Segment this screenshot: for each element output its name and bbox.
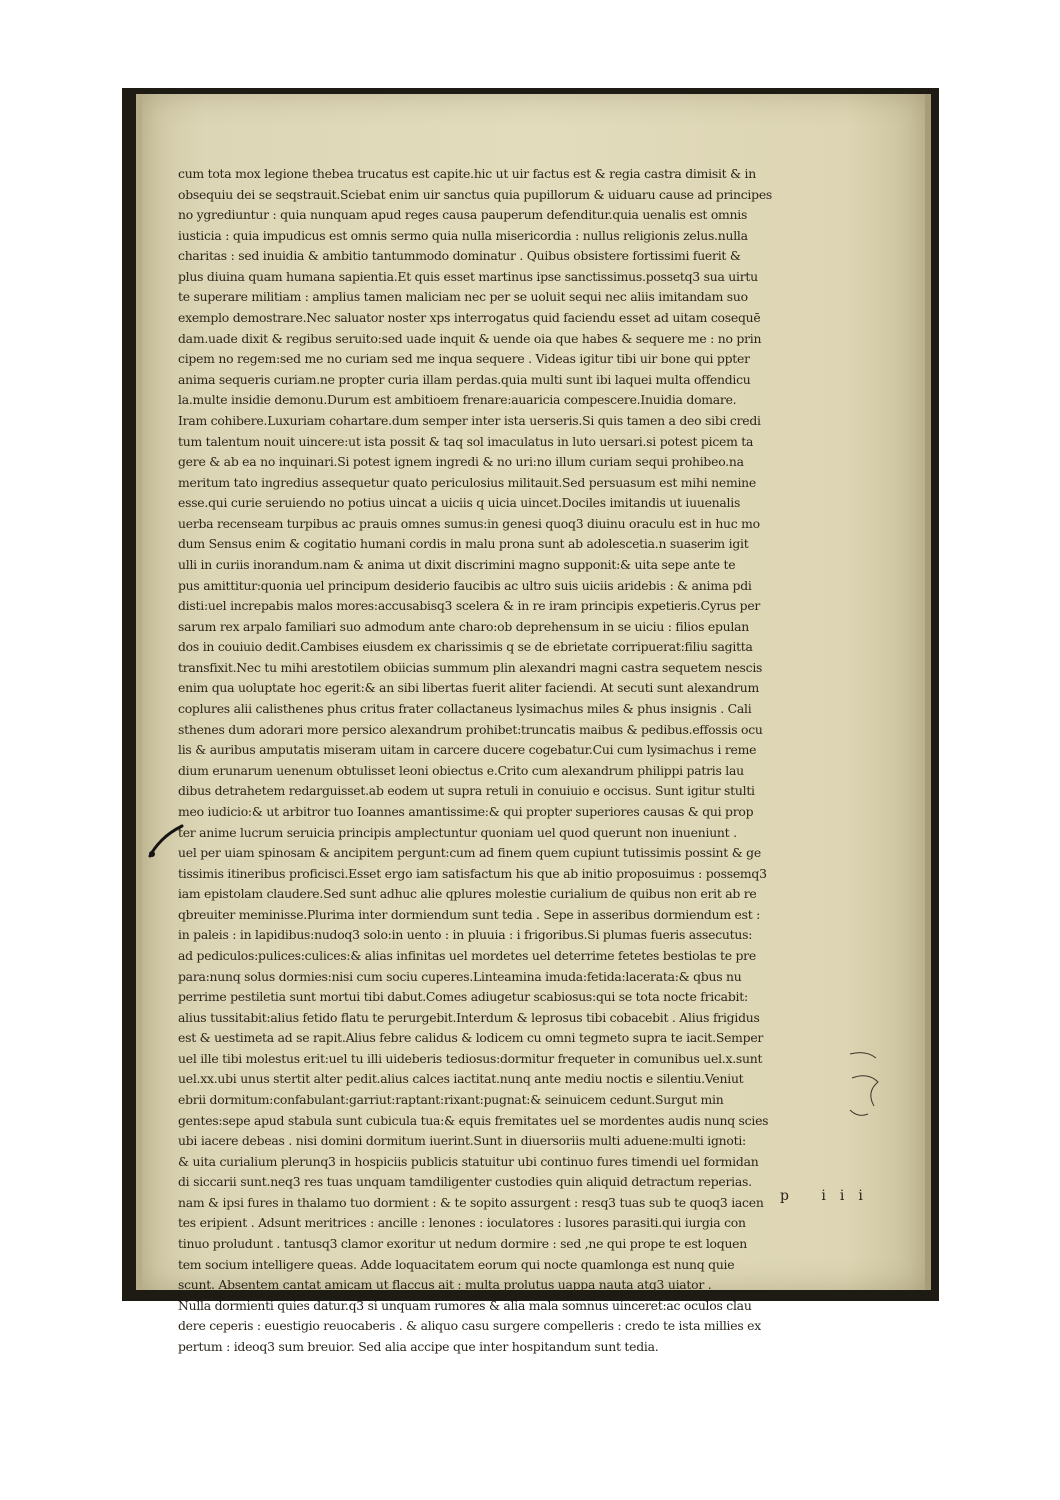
text-line: iam epistolam claudere.Sed sunt adhuc alie qplures molestie curialium de quibus non erit ab re: [178, 886, 757, 902]
text-line: enim qua uoluptate hoc egerit:& an sibi libertas fuerit aliter faciendi. At secuti sunt alexandrum: [178, 680, 759, 696]
text-line: sarum rex arpalo familiari suo admodum ante charo:ob deprehensum in se uiciu : filios epulan: [178, 618, 749, 634]
text-line: para:nunq solus dormies:nisi cum sociu cuperes.Linteamina imuda:fetida:lacerata:& qbus nu: [178, 968, 742, 984]
text-line: esse.qui curie seruiendo no potius uincat a uiciis q uicia uincet.Dociles imitandis ut iuuenalis: [178, 495, 741, 511]
text-line: perrime pestiletia sunt mortui tibi dabut.Comes adiugetur scabiosus:qui se tota nocte fricabit:: [178, 989, 748, 1005]
text-block: [178, 164, 854, 1358]
text-line: exemplo demostrare.Nec saluator noster xps interrogatus quid faciendu esset ad uitam cosequē: [178, 310, 761, 326]
text-line: tum talentum nouit uincere:ut ista possit & taq sol imaculatus in luto uersari.si potest picem ta: [178, 433, 754, 449]
text-line: lis & auribus amputatis miseram uitam in carcere ducere cogebatur.Cui cum lysimachus i reme: [178, 742, 757, 758]
text-line: iusticia : quia impudicus est omnis sermo quia nulla misericordia : nullus religionis zelus.nulla: [178, 227, 748, 243]
text-line: anima sequeris curiam.ne propter curia illam perdas.quia multi sunt ibi laquei multa offendicu: [178, 371, 751, 387]
text-line: meritum tato ingredius assequetur quato periculosius militauit.Sed persuasum est mihi nemine: [178, 474, 756, 490]
text-line: ad pediculos:pulices:culices:& alias infinitas uel mordetes uel deterrime fetetes bestiolas te pre: [178, 947, 756, 963]
text-line: plus diuina quam humana sapientia.Et quis esset martinus ipse sanctissimus.possetq3 sua uirtu: [178, 268, 758, 284]
text-line: gere & ab ea no inquinari.Si potest ignem ingredi & no uri:no illum curiam sequi prohibeo.na: [178, 454, 744, 470]
text-line: est & uestimeta ad se rapit.Alius febre calidus & lodicem cu omni tegmeto supra te iacit.Semper: [178, 1030, 764, 1046]
text-line: tem socium intelligere queas. Adde loquacitatem eorum qui nocte quamlonga est nunq quie: [178, 1256, 735, 1272]
text-line: tes eripient . Adsunt meritrices : ancille : lenones : ioculatores : lusores parasiti.qui iurgia con: [178, 1215, 746, 1231]
text-line: obsequiu dei se seqstrauit.Sciebat enim uir sanctus quia pupillorum & uiduaru cause ad principes: [178, 186, 773, 202]
text-line: la.multe insidie demonu.Durum est ambitioem frenare:auaricia compescere.Inuidia domare.: [178, 392, 737, 408]
text-line: ubi iacere debeas . nisi domini dormitum iuerint.Sunt in diuersoriis multi aduene:multi ignoti:: [178, 1133, 746, 1149]
text-line: scunt. Absentem cantat amicam ut flaccus ait : multa prolutus uappa nauta atq3 uiator .: [178, 1277, 712, 1293]
text-line: di siccarii sunt.neq3 res tuas unquam tamdiligenter custodies quin aliquid detractum reperias.: [178, 1174, 752, 1190]
text-line: uerba recenseam turpibus ac prauis omnes sumus:in genesi quoq3 diuinu oraculu est in huc mo: [178, 515, 760, 531]
text-line: uel ille tibi molestus erit:uel tu illi uideberis tediosus:dormitur frequeter in comunibus uel.x.sunt: [178, 1050, 763, 1066]
text-line: Iram cohibere.Luxuriam cohartare.dum semper inter ista uerseris.Si quis tamen a deo sibi credi: [178, 412, 761, 428]
text-line: dam.uade dixit & regibus seruito:sed uade inquit & uende oia que habes & sequere me : no prin: [178, 330, 762, 346]
text-line: cipem no regem:sed me no curiam sed me inqua sequere . Videas igitur tibi uir bone qui ppter: [178, 351, 750, 367]
text-line: pertum : ideoq3 sum breuior. Sed alia accipe que inter hospitandum sunt tedia.: [178, 1338, 659, 1354]
text-line: ter anime lucrum seruicia principis amplectuntur quoniam uel quod querunt non inueniunt .: [178, 824, 737, 840]
text-line: meo iudicio:& ut arbitror tuo Ioannes amantissime:& qui propter superiores causas & qui prop: [178, 803, 754, 819]
text-line: nam & ipsi fures in thalamo tuo dormient : & te sopito assurgent : resq3 tuas sub te quoq3 iacen: [178, 1194, 764, 1210]
text-line: sthenes dum adorari more persico alexandrum prohibet:truncatis maibus & pedibus.effossis ocu: [178, 721, 763, 737]
signature-mark: p iii: [780, 1188, 877, 1204]
text-line: dium erunarum uenenum obtulisset leoni obiectus e.Crito cum alexandrum philippi patris lau: [178, 762, 744, 778]
text-line: disti:uel increpabis malos mores:accusabisq3 scelera & in re iram principis expetieris.Cyrus per: [178, 598, 761, 614]
text-line: & uita curialium plerunq3 in hospiciis publicis statuitur ubi continuo fures timendi uel formidan: [178, 1153, 759, 1169]
text-line: dere ceperis : euestigio reuocaberis . & aliquo casu surgere compelleris : credo te ista millies ex: [178, 1318, 761, 1334]
page-edge-right: [925, 94, 931, 1290]
text-line: tissimis itineribus proficisci.Esset ergo iam satisfactum his que ab initio proposuimus : possemq3: [178, 865, 767, 881]
text-line: dos in couiuio dedit.Cambises eiusdem ex charissimis q se de ebrietate corripuerat:filiu sagitta: [178, 639, 753, 655]
text-line: te superare militiam : amplius tamen maliciam nec per se uoluit sequi nec aliis imitandam suo: [178, 289, 748, 305]
text-line: transfixit.Nec tu mihi arestotilem obiicias summum plin alexandri magni castra sequetem nescis: [178, 659, 763, 675]
text-line: gentes:sepe apud stabula sunt cubicula tua:& equis fremitates uel se mordentes audis nunq scies: [178, 1112, 769, 1128]
text-line: dibus detrahetem redarguisset.ab eodem ut supra retuli in conuiuio e occisus. Sunt igitur stulti: [178, 783, 755, 799]
text-line: charitas : sed inuidia & ambitio tantummodo dominatur . Quibus obsistere fortissimi fuerit &: [178, 248, 741, 264]
text-line: qbreuiter meminisse.Plurima inter dormiendum sunt tedia . Sepe in asseribus dormiendum est :: [178, 906, 761, 922]
text-line: coplures alii calisthenes phus critus frater collactaneus lysimachus miles & phus insignis . Cali: [178, 701, 752, 717]
text-line: uel per uiam spinosam & ancipitem pergunt:cum ad finem quem cupiunt tutissimis possint & ge: [178, 845, 761, 861]
text-line: alius tussitabit:alius fetido flatu te perurgebit.Interdum & leprosus tibi cobacebit . Alius frigidus: [178, 1009, 760, 1025]
text-line: pus amittitur:quonia uel principum desiderio faucibis ac ultro suis uiciis aridebis : & anima pdi: [178, 577, 752, 593]
text-line: ebrii dormitum:confabulant:garriut:raptant:rixant:pugnat:& seinuicem cedunt.Surgut min: [178, 1092, 724, 1108]
text-line: ulli in curiis inorandum.nam & anima ut dixit discrimini magno supponit:& uita sepe ante te: [178, 556, 736, 572]
text-line: uel.xx.ubi unus stertit alter pedit.alius calces iactitat.nunq ante mediu noctis e silentiu.Veniut: [178, 1071, 744, 1087]
text-line: Nulla dormienti quies datur.q3 si unquam rumores & alia mala somnus uinceret:ac oculos clau: [178, 1297, 752, 1313]
text-line: in paleis : in lapidibus:nudoq3 solo:in uento : in pluuia : i frigoribus.Si plumas fueris assecutus:: [178, 927, 753, 943]
text-line: no ygrediuntur : quia nunquam apud reges causa pauperum defenditur.quia uenalis est omnis: [178, 207, 748, 223]
text-line: dum Sensus enim & cogitatio humani cordis in malu prona sunt ab adolescetia.n suaserim igit: [178, 536, 749, 552]
text-line: cum tota mox legione thebea trucatus est capite.hic ut uir factus est & regia castra dimisit & in: [178, 166, 756, 181]
text-line: tinuo proludunt . tantusq3 clamor exoritur ut nedum dormire : sed ,ne qui prope te est loquen: [178, 1236, 747, 1252]
